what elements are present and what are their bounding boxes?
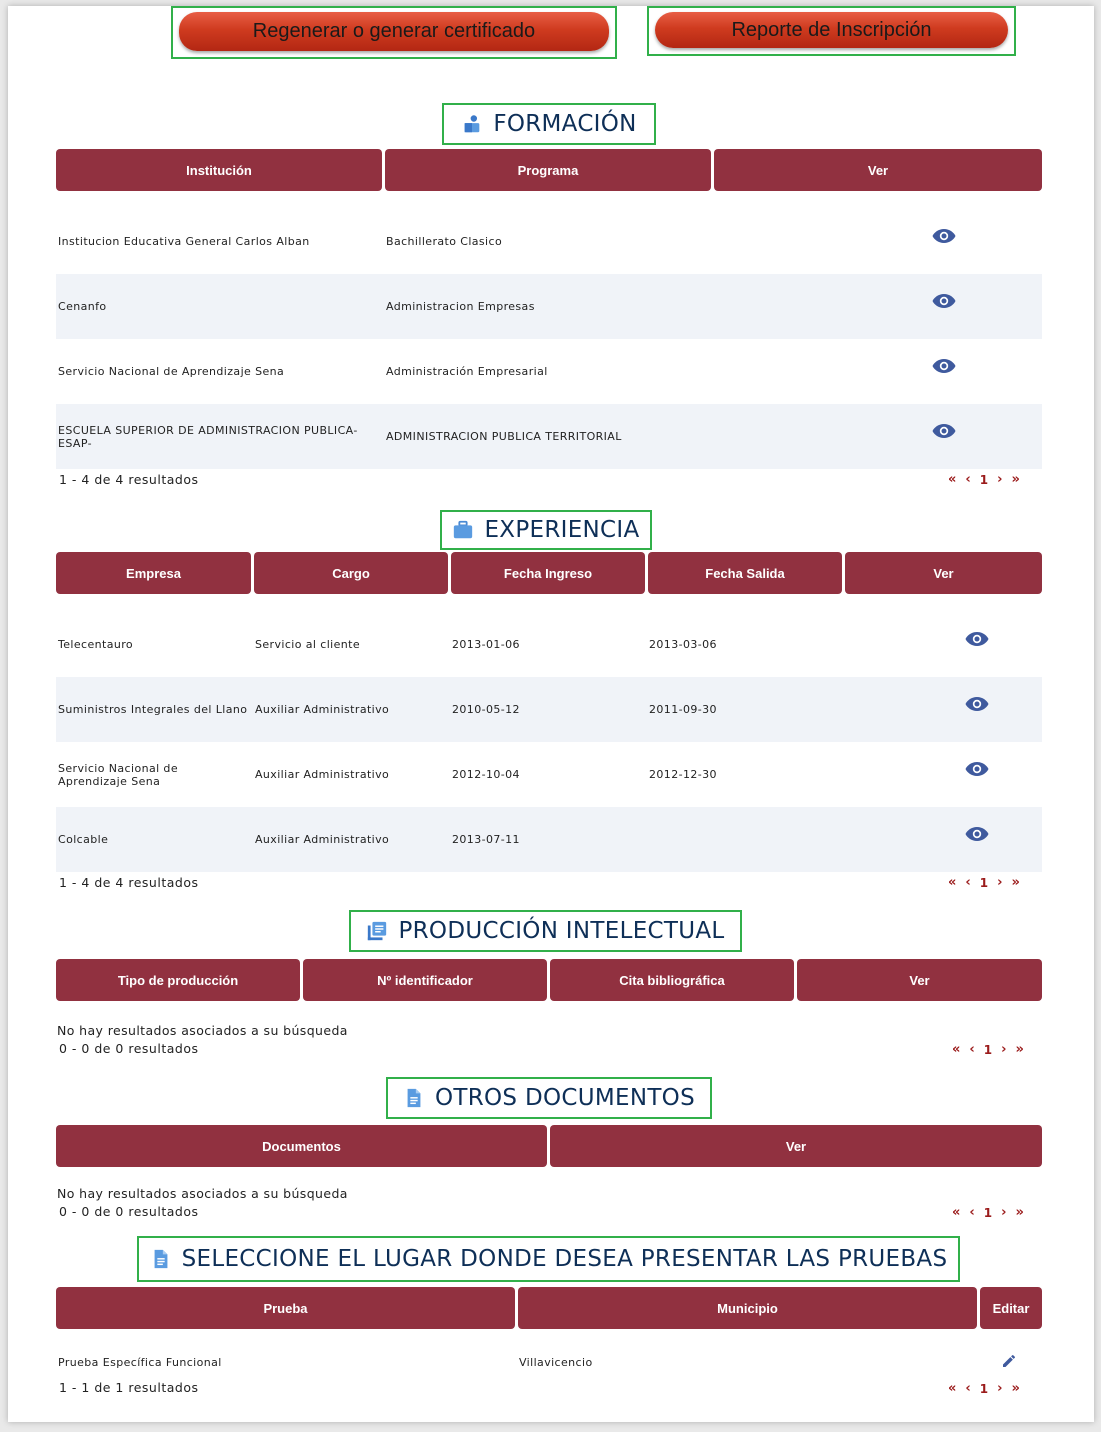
column-header-ver[interactable]: Ver	[845, 552, 1042, 594]
cell-fecha-salida: 2011-09-30	[649, 703, 717, 716]
column-header-ver[interactable]: Ver	[550, 1125, 1042, 1167]
result-count: 0 - 0 de 0 resultados	[59, 1041, 199, 1056]
prev-page-icon[interactable]: ‹	[965, 472, 971, 487]
last-page-icon[interactable]: »	[1011, 472, 1020, 487]
last-page-icon[interactable]: »	[1011, 875, 1020, 890]
cell-programa: Administracion Empresas	[386, 300, 535, 313]
column-header-ver[interactable]: Ver	[797, 959, 1042, 1001]
library-books-icon	[366, 920, 388, 942]
prev-page-icon[interactable]: ‹	[969, 1042, 975, 1057]
table-row	[56, 742, 1042, 807]
column-header-municipio[interactable]: Municipio	[518, 1287, 977, 1329]
cell-fecha-ingreso: 2012-10-04	[452, 768, 520, 781]
pagination	[952, 1205, 1024, 1220]
cell-fecha-salida	[647, 807, 842, 872]
table-row	[56, 807, 1042, 872]
cell-empresa: Suministros Integrales del Llano	[58, 703, 248, 716]
student-icon	[461, 113, 483, 135]
produccion-table-header	[56, 959, 1042, 1001]
page-number[interactable]: 1	[983, 1042, 993, 1057]
first-page-icon[interactable]: «	[952, 1042, 961, 1057]
view-eye-icon[interactable]	[932, 423, 956, 439]
last-page-icon[interactable]: »	[1011, 1381, 1020, 1396]
pagination	[952, 1042, 1024, 1057]
cell-cargo: Servicio al cliente	[255, 638, 361, 651]
cell-fecha-ingreso: 2010-05-12	[452, 703, 520, 716]
document-icon	[150, 1248, 172, 1270]
cell-municipio: Villavicencio	[519, 1355, 593, 1369]
table-row	[56, 404, 1042, 469]
cell-empresa: Telecentauro	[58, 638, 134, 651]
next-page-icon[interactable]: ›	[997, 1381, 1003, 1396]
formacion-table-header	[56, 149, 1042, 191]
page-number[interactable]: 1	[979, 472, 989, 487]
no-results-message: No hay resultados asociados a su búsqueda	[57, 1023, 348, 1038]
no-results-message: No hay resultados asociados a su búsqueda	[57, 1186, 348, 1201]
lugar-title: SELECCIONE EL LUGAR DONDE DESEA PRESENTAR LAS PRUEBAS	[181, 1246, 948, 1272]
column-header-documentos[interactable]: Documentos	[56, 1125, 547, 1167]
column-header-fecha-ingreso[interactable]: Fecha Ingreso	[451, 552, 645, 594]
table-row	[56, 677, 1042, 742]
column-header-institucion[interactable]: Institución	[56, 149, 382, 191]
briefcase-icon	[452, 519, 474, 541]
cell-cargo: Auxiliar Administrativo	[255, 768, 390, 781]
next-page-icon[interactable]: ›	[1001, 1042, 1007, 1057]
next-page-icon[interactable]: ›	[997, 875, 1003, 890]
view-eye-icon[interactable]	[965, 696, 989, 712]
column-header-tipo[interactable]: Tipo de producción	[56, 959, 300, 1001]
column-header-fecha-salida[interactable]: Fecha Salida	[648, 552, 842, 594]
cell-fecha-salida: 2012-12-30	[649, 768, 717, 781]
report-button-frame	[647, 6, 1016, 56]
cell-fecha-salida: 2013-03-06	[649, 638, 717, 651]
experiencia-title: EXPERIENCIA	[484, 517, 640, 543]
pagination	[948, 875, 1020, 890]
view-eye-icon[interactable]	[965, 761, 989, 777]
table-row	[56, 339, 1042, 404]
result-count: 1 - 4 de 4 resultados	[59, 472, 199, 487]
first-page-icon[interactable]: «	[948, 1381, 957, 1396]
view-eye-icon[interactable]	[932, 228, 956, 244]
cell-empresa: Servicio Nacional de Aprendizaje Sena	[58, 761, 178, 788]
page	[8, 6, 1094, 1422]
column-header-ver[interactable]: Ver	[714, 149, 1042, 191]
pagination	[948, 1381, 1020, 1396]
next-page-icon[interactable]: ›	[997, 472, 1003, 487]
otros-title: OTROS DOCUMENTOS	[435, 1085, 695, 1111]
cell-cargo: Auxiliar Administrativo	[255, 703, 390, 716]
formacion-title: FORMACIÓN	[493, 111, 637, 137]
lugar-table-header	[56, 1287, 1042, 1329]
cell-cargo: Auxiliar Administrativo	[255, 833, 390, 846]
cell-programa: Bachillerato Clasico	[386, 235, 503, 248]
otros-table-header	[56, 1125, 1042, 1167]
first-page-icon[interactable]: «	[948, 472, 957, 487]
formacion-title-frame	[442, 103, 656, 145]
result-count: 1 - 1 de 1 resultados	[59, 1380, 199, 1395]
view-eye-icon[interactable]	[932, 358, 956, 374]
first-page-icon[interactable]: «	[948, 875, 957, 890]
first-page-icon[interactable]: «	[952, 1205, 961, 1220]
table-row	[56, 209, 1042, 274]
prev-page-icon[interactable]: ‹	[965, 875, 971, 890]
produccion-title-frame	[349, 910, 742, 952]
table-row	[56, 1341, 1042, 1383]
page-number[interactable]: 1	[983, 1205, 993, 1220]
cell-institucion: Institucion Educativa General Carlos Alban	[58, 235, 310, 248]
column-header-cargo[interactable]: Cargo	[254, 552, 448, 594]
column-header-prueba[interactable]: Prueba	[56, 1287, 515, 1329]
cell-institucion: ESCUELA SUPERIOR DE ADMINISTRACION PUBLICA- ESAP-	[58, 423, 358, 450]
view-eye-icon[interactable]	[932, 293, 956, 309]
lugar-title-frame	[137, 1236, 960, 1282]
table-row	[56, 612, 1042, 677]
last-page-icon[interactable]: »	[1015, 1205, 1024, 1220]
table-row	[56, 274, 1042, 339]
view-eye-icon[interactable]	[965, 631, 989, 647]
prev-page-icon[interactable]: ‹	[969, 1205, 975, 1220]
edit-pencil-icon[interactable]	[1001, 1353, 1017, 1369]
column-header-empresa[interactable]: Empresa	[56, 552, 251, 594]
cell-institucion: Cenanfo	[58, 300, 107, 313]
next-page-icon[interactable]: ›	[1001, 1205, 1007, 1220]
regenerate-button-frame	[171, 6, 617, 59]
cell-institucion: Servicio Nacional de Aprendizaje Sena	[58, 365, 285, 378]
last-page-icon[interactable]: »	[1015, 1042, 1024, 1057]
view-eye-icon[interactable]	[965, 826, 989, 842]
prev-page-icon[interactable]: ‹	[965, 1381, 971, 1396]
cell-fecha-ingreso: 2013-01-06	[452, 638, 520, 651]
column-header-programa[interactable]: Programa	[385, 149, 711, 191]
experiencia-table-header	[56, 552, 1042, 594]
column-header-cita[interactable]: Cita bibliográfica	[550, 959, 794, 1001]
cell-prueba: Prueba Específica Funcional	[58, 1355, 222, 1369]
page-number[interactable]: 1	[979, 875, 989, 890]
result-count: 0 - 0 de 0 resultados	[59, 1204, 199, 1219]
otros-title-frame	[386, 1077, 712, 1119]
regenerate-certificate-button[interactable]: Regenerar o generar certificado	[179, 12, 609, 51]
cell-programa: Administración Empresarial	[386, 365, 548, 378]
cell-programa: ADMINISTRACION PUBLICA TERRITORIAL	[386, 430, 622, 443]
cell-empresa: Colcable	[58, 833, 109, 846]
cell-fecha-ingreso: 2013-07-11	[452, 833, 520, 846]
column-header-editar[interactable]: Editar	[980, 1287, 1042, 1329]
pagination	[948, 472, 1020, 487]
result-count: 1 - 4 de 4 resultados	[59, 875, 199, 890]
experiencia-title-frame	[440, 510, 652, 550]
document-icon	[403, 1087, 425, 1109]
produccion-title: PRODUCCIÓN INTELECTUAL	[398, 918, 725, 944]
column-header-identificador[interactable]: Nº identificador	[303, 959, 547, 1001]
inscription-report-button[interactable]: Reporte de Inscripción	[655, 12, 1008, 48]
page-number[interactable]: 1	[979, 1381, 989, 1396]
